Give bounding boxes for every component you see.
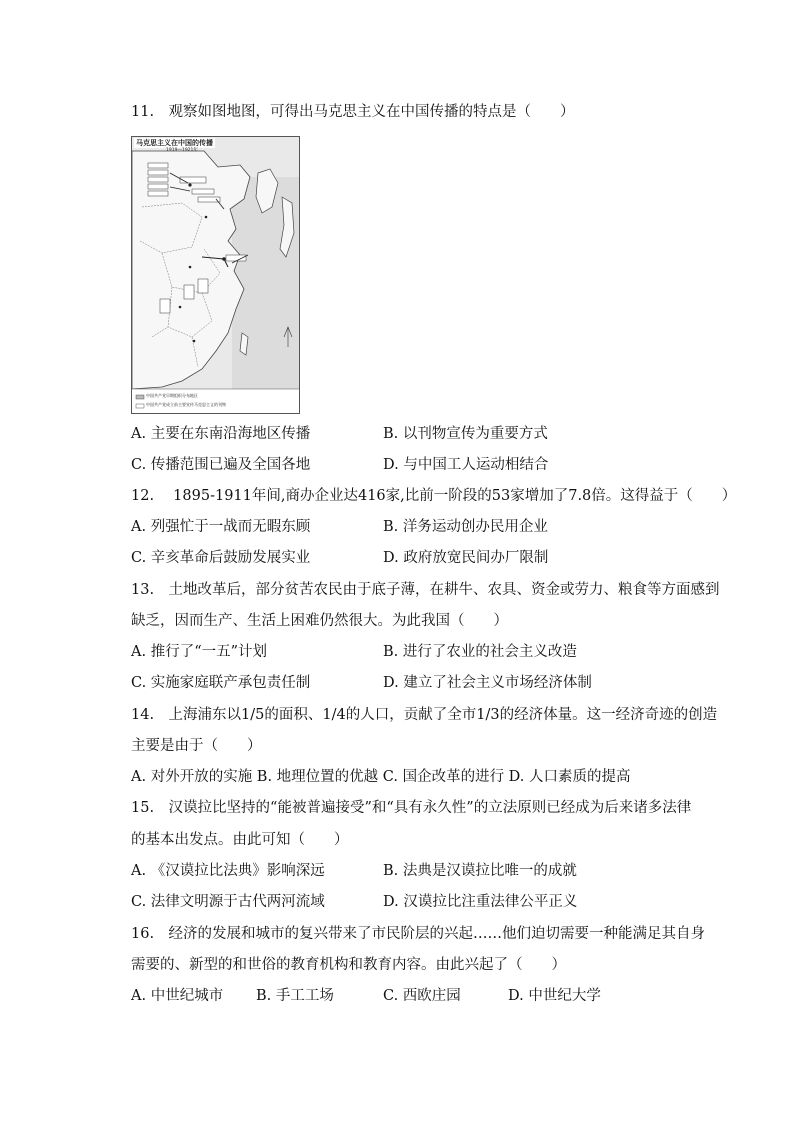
q16-option-d[interactable]: D. 中世纪大学 — [508, 988, 601, 1004]
q16-stem-line-1: 16. 经济的发展和城市的复兴带来了市民阶层的兴起……他们迫切需要一种能满足其自身 — [131, 926, 706, 942]
q15-stem-line-2: 的基本出发点。由此可知（ ） — [131, 832, 349, 848]
q11-option-a[interactable]: A. 主要在东南沿海地区传播 — [131, 426, 311, 442]
q16-option-a[interactable]: A. 中世纪城市 — [131, 988, 224, 1004]
map-legend-1: 中国共产党早期组织分布地区 — [146, 393, 198, 398]
q14-stem-line-1: 14. 上海浦东以1/5的面积、1/4的人口，贡献了全市1/3的经济体量。这一经济奇迹的创造 — [131, 707, 718, 723]
q12-option-d[interactable]: D. 政府放宽民间办厂限制 — [383, 550, 549, 566]
china-map-icon — [132, 137, 299, 413]
q13-option-d[interactable]: D. 建立了社会主义市场经济体制 — [383, 675, 592, 691]
q15-option-a[interactable]: A. 《汉谟拉比法典》影响深远 — [131, 863, 325, 879]
q13-stem-line-1: 13. 土地改革后，部分贫苦农民由于底子薄，在耕牛、农具、资金或劳力、粮食等方面感到 — [131, 582, 720, 598]
q15-option-b[interactable]: B. 法典是汉谟拉比唯一的成就 — [383, 863, 577, 879]
q15-option-d[interactable]: D. 汉谟拉比注重法律公平正义 — [383, 894, 578, 910]
q16-option-c[interactable]: C. 西欧庄园 — [383, 988, 461, 1004]
q15-stem-line-1: 15. 汉谟拉比坚持的“能被普遍接受”和“具有永久性”的立法原则已经成为后来诸多法律 — [131, 800, 692, 816]
q11-map — [131, 136, 300, 414]
q11-stem: 11. 观察如图地图，可得出马克思主义在中国传播的特点是（ ） — [131, 104, 575, 120]
q13-option-b[interactable]: B. 进行了农业的社会主义改造 — [383, 644, 577, 660]
map-years: 1919—1921年 — [166, 148, 198, 153]
q11-option-d[interactable]: D. 与中国工人运动相结合 — [383, 457, 549, 473]
q15-option-c[interactable]: C. 法律文明源于古代两河流域 — [131, 894, 325, 910]
q11-option-b[interactable]: B. 以刊物宣传为重要方式 — [383, 426, 548, 442]
q16-option-b[interactable]: B. 手工工场 — [256, 988, 334, 1004]
q13-stem-line-2: 缺乏，因而生产、生活上困难仍然很大。为此我国（ ） — [131, 613, 508, 629]
map-legend-2: 中国共产党成立前主要宣传马克思主义的刊物 — [146, 402, 226, 407]
q13-option-c[interactable]: C. 实施家庭联产承包责任制 — [131, 675, 311, 691]
q12-option-a[interactable]: A. 列强忙于一战而无暇东顾 — [131, 519, 311, 535]
q13-option-a[interactable]: A. 推行了“一五”计划 — [131, 644, 268, 660]
q12-option-c[interactable]: C. 辛亥革命后鼓励发展实业 — [131, 550, 311, 566]
q14-stem-line-2: 主要是由于（ ） — [131, 738, 262, 754]
q12-option-b[interactable]: B. 洋务运动创办民用企业 — [383, 519, 548, 535]
q12-stem: 12. 1895-1911年间,商办企业达416家,比前一阶段的53家增加了7.8倍。这得益于（ ） — [131, 488, 737, 504]
q16-stem-line-2: 需要的、新型的和世俗的教育机构和教育内容。由此兴起了（ ） — [131, 957, 566, 973]
map-title: 马克思主义在中国的传播 — [136, 139, 213, 147]
q11-option-c[interactable]: C. 传播范围已遍及全国各地 — [131, 457, 311, 473]
q14-options[interactable]: A. 对外开放的实施 B. 地理位置的优越 C. 国企改革的进行 D. 人口素质的提高 — [131, 769, 631, 785]
